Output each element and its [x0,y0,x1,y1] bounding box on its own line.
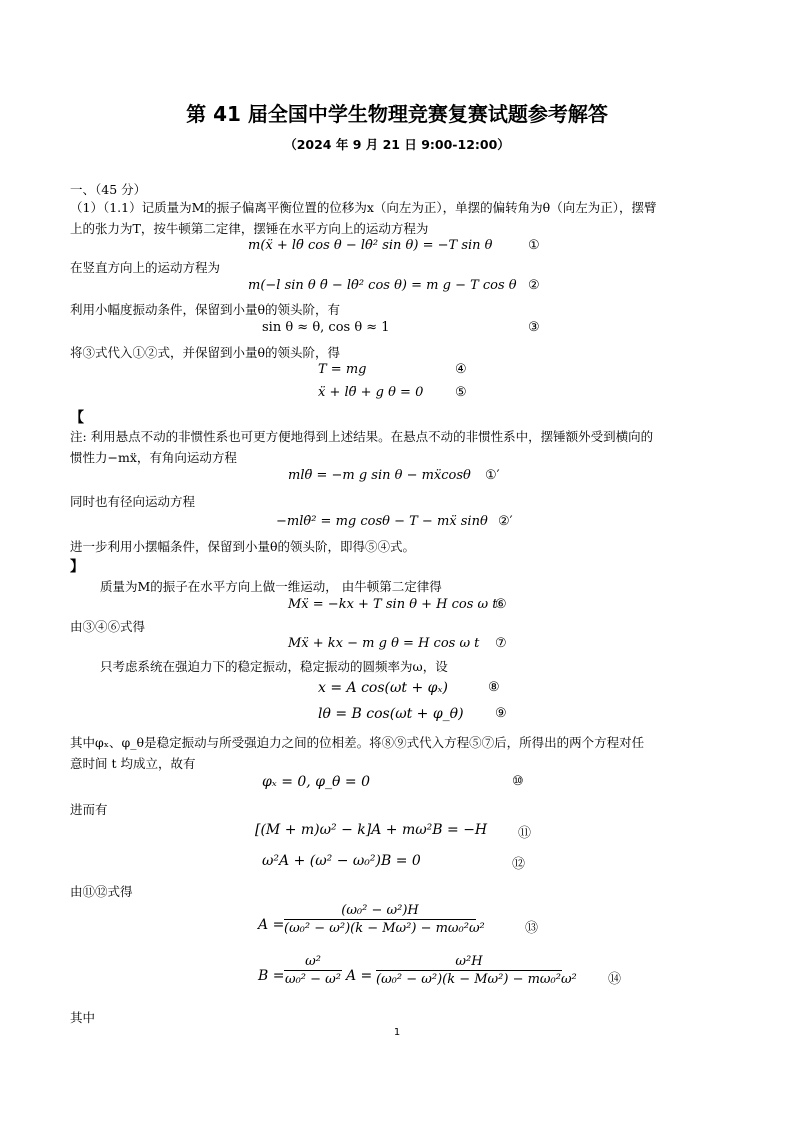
equation-10: φₓ = 0, φ_θ = 0 [262,774,370,790]
paragraph-line: 将③式代入①②式，并保留到小量θ的领头阶，得 [70,345,341,360]
equation-14-variable: B [258,968,269,984]
note-bracket-close: 】 [70,559,84,575]
equation-tag: ④ [455,362,467,377]
fraction-denominator: ω₀² − ω² [285,972,341,987]
fraction-denominator: (ω₀² − ω²)(k − Mω²) − mω₀²ω² [376,972,577,987]
equation-14-fraction-2 [376,954,577,987]
note-line: 进一步利用小摆幅条件，保留到小量θ的领头阶，即得⑤④式。 [70,539,416,554]
equation-13-variable: A [258,917,269,933]
equation-11: [(M + m)ω² − k]A + mω²B = −H [255,822,488,838]
equation-tag: ⑬ [525,921,539,936]
equation-tag: ②′ [498,514,513,529]
equation-tag: ③ [528,320,540,335]
equation-13-fraction [284,903,485,936]
fraction-denominator: (ω₀² − ω²)(k − Mω²) − mω₀²ω² [284,921,485,936]
exam-date: （2024 年 9 月 21 日 9:00-12:00） [284,137,510,152]
fraction-numerator: ω²H [376,954,562,971]
section-heading: 一、（45 分） [70,182,147,197]
paragraph-line: 质量为M的振子在水平方向上做一维运动， 由牛顿第二定律得 [100,579,442,594]
equation-tag: ⑫ [512,857,526,872]
equation-tag: ⑥ [495,597,507,612]
equation-tag: ② [528,278,540,293]
paragraph-line: 意时间 t 均成立，故有 [70,756,196,771]
equation-14-lhs: B = [258,968,285,984]
equation-4: T = mg [318,362,367,377]
paragraph-line: 其中 [70,1010,96,1025]
equation-14-middle: A = [346,968,373,984]
equation-tag: ⑤ [455,385,467,400]
note-line: 同时也有径向运动方程 [70,494,196,509]
equation-tag: ① [528,238,540,253]
equation-tag: ①′ [485,468,500,483]
paragraph-line: 上的张力为T，按牛顿第二定律，摆锤在水平方向上的运动方程为 [70,221,429,236]
equation-9: lθ = B cos(ωt + φ_θ) [318,706,464,722]
equation-5: ẍ + lθ̈ + g θ = 0 [318,385,424,400]
equation-tag: ⑩ [512,774,524,789]
equation-3: sin θ ≈ θ, cos θ ≈ 1 [262,320,390,335]
equation-tag: ⑨ [495,706,507,721]
paragraph-line: 在竖直方向上的运动方程为 [70,260,221,275]
equation-tag: ⑪ [518,826,532,841]
equation-2: m(−l sin θ θ̈ − lθ̇² cos θ) = m g − T cos θ [248,278,517,293]
fraction-numerator: (ω₀² − ω²)H [284,903,476,920]
equation-tag: ⑦ [495,636,507,651]
paragraph-line: 利用小幅度振动条件，保留到小量θ的领头阶，有 [70,302,341,317]
page-title: 第 41 届全国中学生物理竞赛复赛试题参考解答 [186,102,608,126]
page-number: 1 [393,1027,401,1038]
paragraph-line: （1）（1.1）记质量为M的振子偏离平衡位置的位移为x（向左为正），单摆的偏转角为θ（向左为正），摆臂 [70,200,657,215]
equation-8: x = A cos(ωt + φₓ) [318,680,448,696]
paragraph-line: 由⑪⑫式得 [70,884,133,899]
paragraph-line: 由③④⑥式得 [70,619,146,634]
note-bracket-open: 【 [70,410,84,426]
fraction-numerator: ω² [284,954,342,971]
paragraph-line: 其中φₓ、φ_θ是稳定振动与所受强迫力之间的位相差。将⑧⑨式代入方程⑤⑦后，所得出的两个方程对任 [70,735,645,750]
equation-12: ω²A + (ω² − ω₀²)B = 0 [262,853,421,869]
paragraph-line: 进而有 [70,802,108,817]
equation-tag: ⑧ [488,680,500,695]
equation-2-prime: −mlθ̇² = mg cosθ − T − mẍ sinθ [276,514,488,529]
paragraph-line: 只考虑系统在强迫力下的稳定振动，稳定振动的圆频率为ω，设 [100,659,448,674]
equation-1: m(ẍ + lθ̈ cos θ − lθ̇² sin θ) = −T sin θ [248,238,493,253]
equation-1-prime: mlθ̈ = −m g sin θ − mẍcosθ [288,468,471,483]
note-line: 注: 利用悬点不动的非惯性系也可更方便地得到上述结果。在悬点不动的非惯性系中，摆锤额外受到横向的 [70,429,654,444]
equation-7: Mẍ + kx − m g θ = H cos ω t [288,636,480,651]
equation-6: Mẍ = −kx + T sin θ + H cos ω t [288,597,498,612]
equation-13-lhs: A = [258,917,285,933]
equation-tag: ⑭ [608,972,622,987]
note-line: 惯性力−mẍ，有角向运动方程 [70,450,237,465]
equation-14-fraction-1 [284,954,342,987]
